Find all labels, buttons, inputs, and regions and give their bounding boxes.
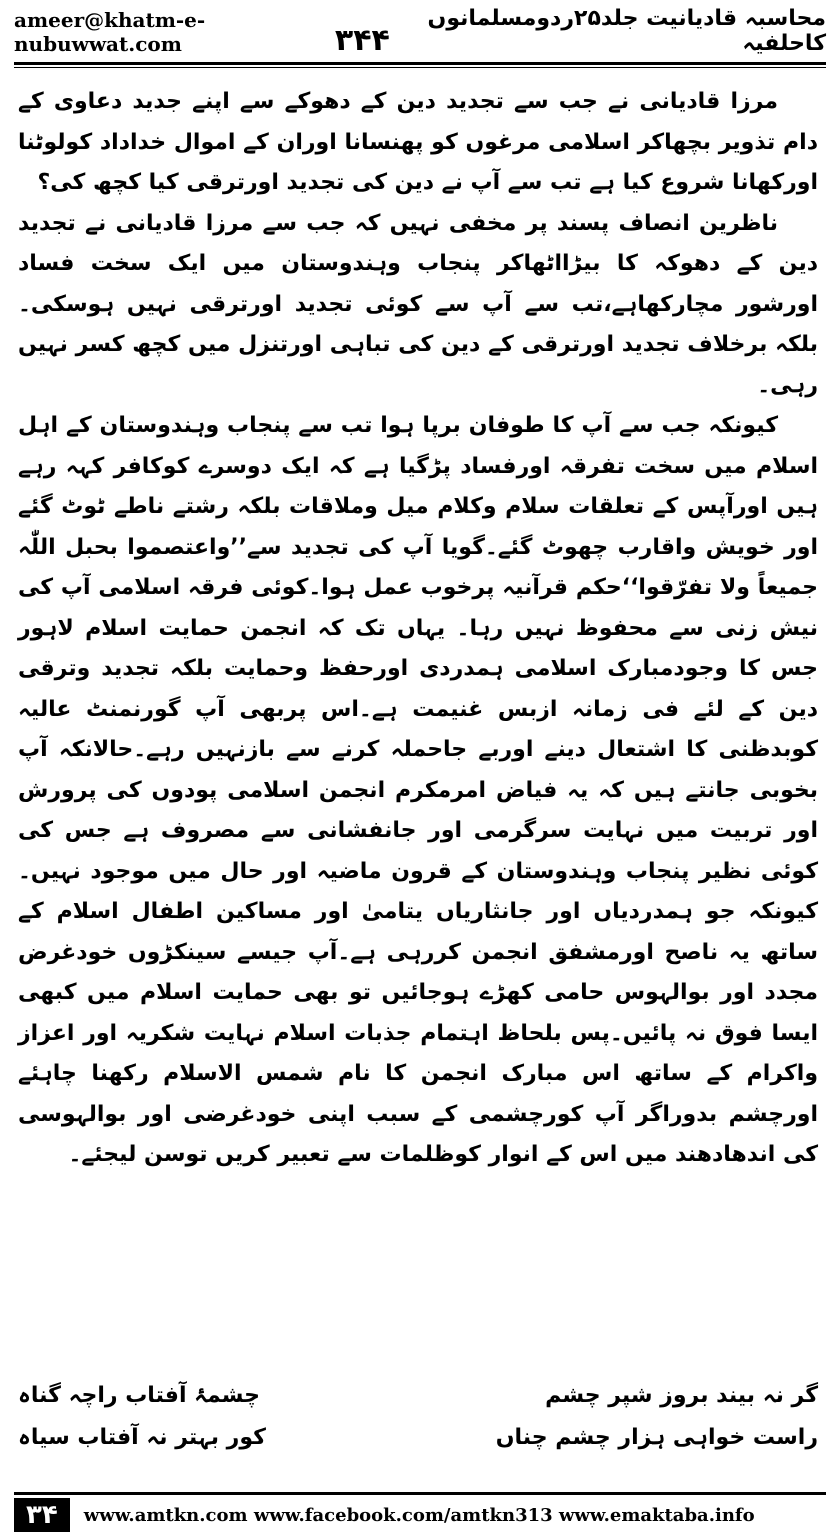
paragraph: کیونکہ جب سے آپ کا طوفان برپا ہوا تب سے پنجاب وہندوستان کے اہل اسلام میں سخت تفرقہ اورفساد پڑگیا ہے کہ ایک دوسرے کوکافر کہہ رہے ہیں اورآپس کے تعلقات سلام وکلام میل وملاقات بلکہ رشتے ناطے ٹوٹ گئے اور خویش واقارب چھوٹ گئے۔گویا آپ کی تجدید سے’’واعتصموا بحبل اللّٰہ جمیعاً ولا تفرّقوا‘‘حکم قرآنیہ پرخوب عمل ہوا۔کوئی فرقہ اسلامی آپ کی نیش زنی سے محفوظ نہیں رہا۔ یہاں تک کہ انجمن حمایت اسلام لاہور جس کا وجودمبارک اسلامی ہمدردی اورحفظ وحمایت بلکہ تجدید وترقی دین کے لئے فی زمانہ ازبس غنیمت ہے۔اس پربھی آپ گورنمنٹ عالیہ کوبدظنی کا اشتعال دینے اوربے جاحملہ کرنے سے بازنہیں رہے۔حالانکہ آپ بخوبی جانتے ہیں کہ یہ فیاض امرمکرم انجمن اسلامی پودوں کی پرورش اور تربیت میں نہایت سرگرمی اور جانفشانی سے مصروف ہے جس کی کوئی نظیر پنجاب وہندوستان کے قرون ماضیہ اور حال میں موجود نہیں۔ کیونکہ جو ہمدردیاں اور جانثاریاں یتامیٰ اور مساکین اطفال اسلام کے ساتھ یہ ناصح اورمشفق انجمن کررہی ہے۔آپ جیسے سینکڑوں خودغرض مجدد اور بوالہوس حامی کھڑے ہوجائیں تو بھی حمایت اسلام میں کبھی ایسا فوق نہ پائیں۔پس بلحاظ اہتمام جذبات اسلام نہایت شکریہ اور اعزاز واکرام کے ساتھ اس مبارک انجمن کا نام شمس الاسلام رکھنا چاہئے اورچشم بدوراگر آپ کورچشمی کے سبب اپنی خودغرضی اور بوالہوسی کی اندھادھند میں اس کے انوار کوظلمات سے تعبیر کریں توسن لیجئے۔: [18, 413, 818, 1167]
page-body: [18, 82, 818, 1176]
header-page-number: ۳۴۴: [334, 23, 390, 58]
hemistich: کور بہتر نہ آفتاب سیاہ: [18, 1425, 266, 1450]
footer-rule: [14, 1492, 826, 1495]
header-book-title: محاسبہ قادیانیت جلد۲۵ردومسلمانوں کاحلفیہ: [427, 6, 826, 56]
footer-page-number: ۳۴: [14, 1498, 70, 1532]
couplet-line: [18, 1375, 818, 1417]
hemistich: گر نہ بیند بروز شپر چشم: [545, 1383, 818, 1408]
page-header: [14, 6, 826, 58]
footer-website-links: www.amtkn.com www.facebook.com/amtkn313 www.emaktaba.info: [83, 1504, 755, 1526]
paragraph: مرزا قادیانی نے جب سے تجدید دین کے دھوکے سے اپنے جدید دعاوی کے دام تذویر بچھاکر اسلامی مرغوں کو پھنسانا اوران کے اموال خداداد کولوٹنا اورکھانا شروع کیا ہے تب سے آپ نے دین کی تجدید اورترقی کیا کچھ کی؟: [18, 89, 818, 195]
header-rule: [14, 62, 826, 65]
header-email: ameer@khatm-e-nubuwwat.com: [14, 8, 206, 56]
paragraph: ناظرین انصاف پسند پر مخفی نہیں کہ جب سے مرزا قادیانی نے تجدید دین کے دھوکہ کا بیڑااٹھاکر پنجاب وہندوستان میں ایک سخت فساد اورشور مچارکھاہے،تب سے آپ سے کوئی تجدید اورترقی نہیں ہوسکی۔ بلکہ برخلاف تجدید اورترقی کے دین کی تباہی اورتنزل میں کچھ کسر نہیں رہی۔: [18, 210, 818, 398]
hemistich: چشمۂ آفتاب راچہ گناہ: [18, 1383, 261, 1408]
couplet-line: [18, 1417, 818, 1459]
hemistich: راست خواہی ہزار چشم چناں: [495, 1425, 818, 1450]
persian-couplet: [18, 1375, 818, 1459]
page-footer: [14, 1498, 826, 1532]
header-left: [14, 8, 390, 56]
header-rule-thin: [14, 67, 826, 68]
